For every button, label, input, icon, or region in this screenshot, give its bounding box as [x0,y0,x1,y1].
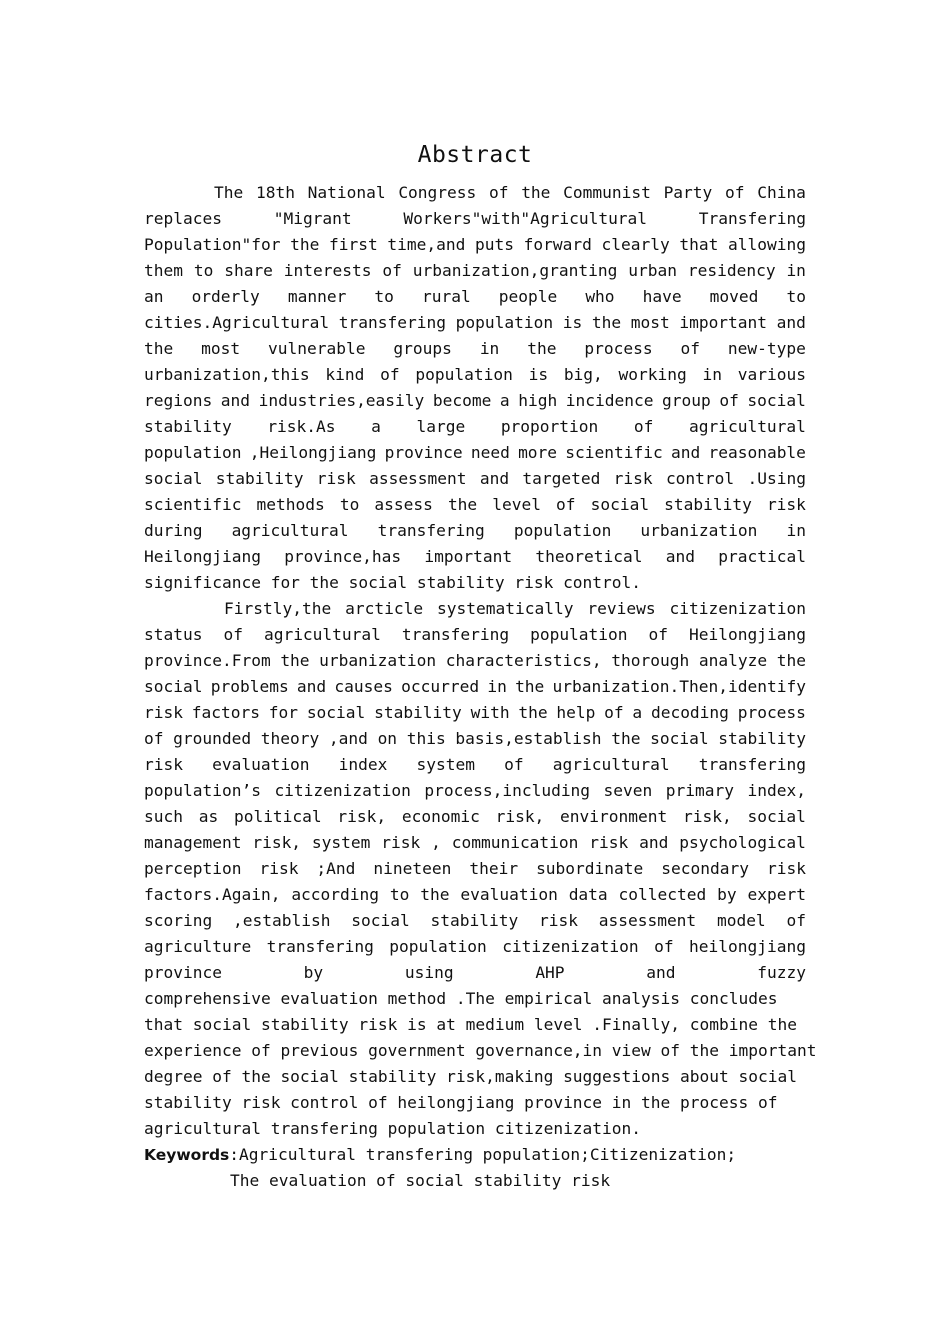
word: the [515,677,545,696]
word: evaluation [212,755,310,774]
word: risk [144,703,183,722]
word: process,including [424,781,591,800]
word: is [562,313,583,332]
word: risk [538,911,578,930]
word: of [633,417,654,436]
word: collected [618,885,707,904]
word: of [488,183,509,202]
word: The [214,183,244,202]
word: process [584,339,653,358]
word: the [144,339,174,358]
word: assess [374,495,433,514]
word: ,establish [233,911,331,930]
word: urbanization,this [144,365,310,384]
word: reasonable [708,443,806,462]
word: province [384,443,463,462]
line-text: stability risk control of heilongjiang province in the process of [144,1093,778,1112]
paragraph2-lines-line [144,856,806,882]
word: the [776,651,806,670]
word: evaluation [460,885,558,904]
word: social [306,703,366,722]
word: people [498,287,558,306]
word: become [432,391,492,410]
word: thorough [611,651,690,670]
word: and [296,677,327,696]
word: province,has [284,547,402,566]
word: risk [589,833,629,852]
word: rural [421,287,471,306]
paragraph2-lines-line [144,1116,806,1142]
keywords-text-2: The evaluation of social stability risk [230,1171,611,1190]
word: Party [663,183,713,202]
paragraph1-lines-line [144,492,806,518]
abstract-body [144,180,817,1194]
word: such [144,807,183,826]
paragraph2-lines-line [144,1064,806,1090]
line-text: agricultural transfering population citizenization. [144,1119,642,1138]
word: kind [325,365,365,384]
word: of [382,261,402,280]
word: important [679,313,768,332]
word: high [518,391,558,410]
word: risk [613,469,653,488]
word: status [144,625,203,644]
word: decoding [650,703,729,722]
word: agricultural [552,755,670,774]
word: ,and [328,729,368,748]
word: industries,easily [258,391,425,410]
paragraph1-lines-line [144,466,806,492]
word: expert [747,885,806,904]
word: fuzzy [757,963,806,982]
word: basis,establish [455,729,602,748]
word: social [747,807,806,826]
word: various [737,365,806,384]
word: agricultural [231,521,349,540]
word: the [527,339,557,358]
paragraph1-lines-line [144,414,806,440]
word: risk [316,469,356,488]
word: , [431,833,441,852]
word: urban [628,261,677,280]
keywords-label: Keywords [144,1146,230,1164]
word: management [144,833,242,852]
word: heilongjiang [689,937,806,956]
paragraph-2 [144,596,817,1142]
paragraph2-lines-line [144,726,806,752]
word: population [415,365,513,384]
paragraph1-lines-line [144,440,806,466]
paragraph2-lines-line [144,1090,806,1116]
paragraph1-lines-line [144,388,806,414]
word: occurred [401,677,480,696]
word: social [144,677,203,696]
word: risk [144,755,183,774]
word: the [518,703,548,722]
word: to [786,287,806,306]
word: Firstly,the [224,599,332,618]
word: incidence [565,391,654,410]
paragraph2-lines-line [144,622,806,648]
word: Communist [563,183,651,202]
word: the [611,729,641,748]
word: perception [144,859,242,878]
word: population [455,313,554,332]
keywords-text-1: :Agricultural transfering population;Citizenization; [229,1145,737,1164]
word: risk [766,495,806,514]
word: is [528,365,549,384]
word: transfering [698,755,806,774]
paragraph1-lines-line [144,570,806,596]
paragraph1-lines-line [144,232,806,258]
paragraph2-lines-line [144,830,806,856]
word: data [568,885,608,904]
word: Workers"with"Agricultural [403,209,648,228]
word: replaces [144,209,222,228]
line-text: comprehensive evaluation method .The empirical analysis concludes [144,989,778,1008]
word: allowing [727,235,806,254]
word: citizenization [502,937,639,956]
word: risk, [682,807,732,826]
word: social [351,911,410,930]
word: a [371,417,381,436]
word: environment [560,807,668,826]
word: that [679,235,719,254]
word: population [513,521,612,540]
word: economic [401,807,480,826]
word: problems [210,677,289,696]
paragraph2-lines-line [144,1038,817,1064]
paragraph2-lines-line [144,752,806,778]
word: characteristics, [445,651,602,670]
word: of [725,183,745,202]
word: population [144,443,242,462]
paragraph2-lines-line [144,882,806,908]
word: have [642,287,682,306]
word: nineteen [373,859,452,878]
word: systematically [437,599,574,618]
word: seven [603,781,653,800]
word: cities.Agricultural [144,313,330,332]
word: by [303,963,324,982]
word: Population"for [144,235,281,254]
word: groups [393,339,452,358]
word: an [144,287,164,306]
word: Heilongjiang [144,547,261,566]
word: ,Heilongjiang [249,443,377,462]
word: who [585,287,615,306]
word: factors.Again, [144,885,281,904]
word: risk.As [267,417,336,436]
word: transfering [401,625,510,644]
word: secondary [661,859,749,878]
word: most [630,313,670,332]
word: the [447,495,478,514]
word: scientific [565,443,663,462]
word: of [680,339,701,358]
paragraph2-lines-line [144,934,806,960]
word: citizenization [274,781,411,800]
word: targeted [522,469,601,488]
word: and [646,963,676,982]
word: by [717,885,737,904]
word: population [530,625,628,644]
word: of [786,911,806,930]
word: China [757,183,806,202]
word: urbanization,granting [412,261,618,280]
word: index, [747,781,806,800]
word: Congress [398,183,477,202]
paragraph1-lines-line [144,362,806,388]
word: new-type [727,339,806,358]
word: risk, [337,807,387,826]
word: proportion [500,417,599,436]
paragraph2-lines-line [144,986,806,1012]
word: methods [256,495,325,514]
paragraph2-lines-line [144,700,806,726]
word: assessment [598,911,697,930]
word: scoring [144,911,213,930]
word: in [786,521,806,540]
word: of [719,391,739,410]
word: and [665,547,696,566]
word: factors [191,703,260,722]
word: Transfering [698,209,806,228]
paragraph1-lines-line [144,258,806,284]
word: practical [718,547,806,566]
line-text: significance for the social stability risk control. [144,573,642,592]
word: reviews [587,599,656,618]
word: communication [451,833,579,852]
paragraph1-lines-line [144,284,806,310]
word: during [144,521,203,540]
word: more [518,443,558,462]
word: and [479,469,510,488]
word: puts [474,235,514,254]
word: agriculture [144,937,252,956]
word: with [470,703,510,722]
word: Heilongjiang [689,625,806,644]
word: for [268,703,299,722]
word: causes [334,677,393,696]
keywords-line-2 [144,1168,806,1194]
word: time,and [387,235,466,254]
word: orderly [191,287,260,306]
word: regions [144,391,213,410]
word: urbanization [640,521,758,540]
paragraph2-lines-line [144,648,806,674]
word: the [591,313,622,332]
paragraph1-lines-line [144,180,806,206]
word: agricultural [263,625,381,644]
word: risk, [495,807,545,826]
paragraph1-lines-line [144,544,806,570]
word: of [223,625,243,644]
word: risk [766,859,806,878]
word: in [487,677,507,696]
word: to [193,261,214,280]
word: subordinate [536,859,644,878]
word: stability [144,417,232,436]
word: province.From [144,651,271,670]
word: of [556,495,576,514]
word: ;And [316,859,356,878]
word: stability [664,495,752,514]
word: political [233,807,322,826]
word: them [144,261,183,280]
word: assessment [369,469,467,488]
word: grounded [173,729,252,748]
word: urbanization [319,651,437,670]
word: theoretical [535,547,643,566]
word: and [220,391,251,410]
word: stability [374,703,462,722]
word: of [504,755,524,774]
word: as [198,807,219,826]
word: level [492,495,541,514]
word: clearly [601,235,670,254]
word: system [416,755,475,774]
word: of [380,365,400,384]
word: and [670,443,701,462]
word: index [338,755,388,774]
word: process [737,703,806,722]
word: province [144,963,222,982]
word: to [389,885,410,904]
word: risk [381,833,421,852]
word: a [632,703,643,722]
paragraph-1 [144,180,806,596]
paragraph2-lines-line [144,778,806,804]
word: agricultural [688,417,806,436]
word: and [639,833,669,852]
paragraph1-lines-line [144,310,806,336]
word: the [521,183,551,202]
word: stability [430,911,519,930]
word: AHP [535,963,565,982]
line-text: that social stability risk is at medium level .Finally, combine the [144,1015,797,1034]
word: stability [718,729,806,748]
paragraph1-lines-line [144,206,806,232]
word: vulnerable [268,339,366,358]
word: using [404,963,454,982]
line-text: degree of the social stability risk,making suggestions about social [144,1067,797,1086]
word: .Using [747,469,806,488]
word: first [328,235,378,254]
word: National [307,183,386,202]
word: system [311,833,371,852]
abstract-title: Abstract [417,142,533,168]
word: to [374,287,394,306]
word: social [144,469,203,488]
paragraph2-lines-line [144,596,806,622]
paragraph2-lines-line [144,908,806,934]
paragraph1-lines-line [144,336,806,362]
word: model [716,911,766,930]
word: the [420,885,450,904]
paragraph2-lines-line [144,960,806,986]
word: large [416,417,466,436]
word: share [224,261,273,280]
word: on [377,729,398,748]
word: group [662,391,711,410]
word: primary [665,781,734,800]
word: scientific [144,495,242,514]
word: big, [563,365,603,384]
word: this [406,729,446,748]
word: in [479,339,500,358]
word: forward [523,235,592,254]
word: help [556,703,596,722]
word: social [747,391,806,410]
word: the [280,651,310,670]
word: of [144,729,164,748]
word: population [389,937,487,956]
word: of [654,937,674,956]
word: social [590,495,650,514]
word: citizenization [669,599,806,618]
word: in [786,261,806,280]
word: to [339,495,360,514]
word: transfering [338,313,446,332]
word: psychological [679,833,806,852]
line-text: experience of previous government governance,in view of the important [144,1041,817,1060]
word: transfering [377,521,485,540]
word: important [424,547,513,566]
word: according [291,885,380,904]
word: stability [215,469,304,488]
word: manner [287,287,347,306]
word: of [648,625,669,644]
word: most [201,339,241,358]
word: residency [687,261,776,280]
word: theory [260,729,320,748]
word: analyze [698,651,768,670]
word: the [290,235,320,254]
word: "Migrant [273,209,352,228]
word: urbanization.Then,identify [552,677,806,696]
word: interests [283,261,372,280]
word: risk [259,859,299,878]
paragraph2-lines-line [144,1012,806,1038]
word: and [776,313,806,332]
word: transfering [266,937,374,956]
word: arcticle [345,599,424,618]
word: working [618,365,687,384]
word: of [604,703,624,722]
word: a [499,391,510,410]
word: in [702,365,722,384]
word: 18th [255,183,295,202]
paragraph2-lines-line [144,804,806,830]
word: social [650,729,709,748]
word: their [469,859,519,878]
paragraph1-lines-line [144,518,806,544]
word: population’s [144,781,261,800]
word: risk, [252,833,302,852]
keywords-line-1 [144,1142,806,1168]
paragraph2-lines-line [144,674,806,700]
word: need [470,443,510,462]
word: control [665,469,735,488]
word: moved [709,287,759,306]
